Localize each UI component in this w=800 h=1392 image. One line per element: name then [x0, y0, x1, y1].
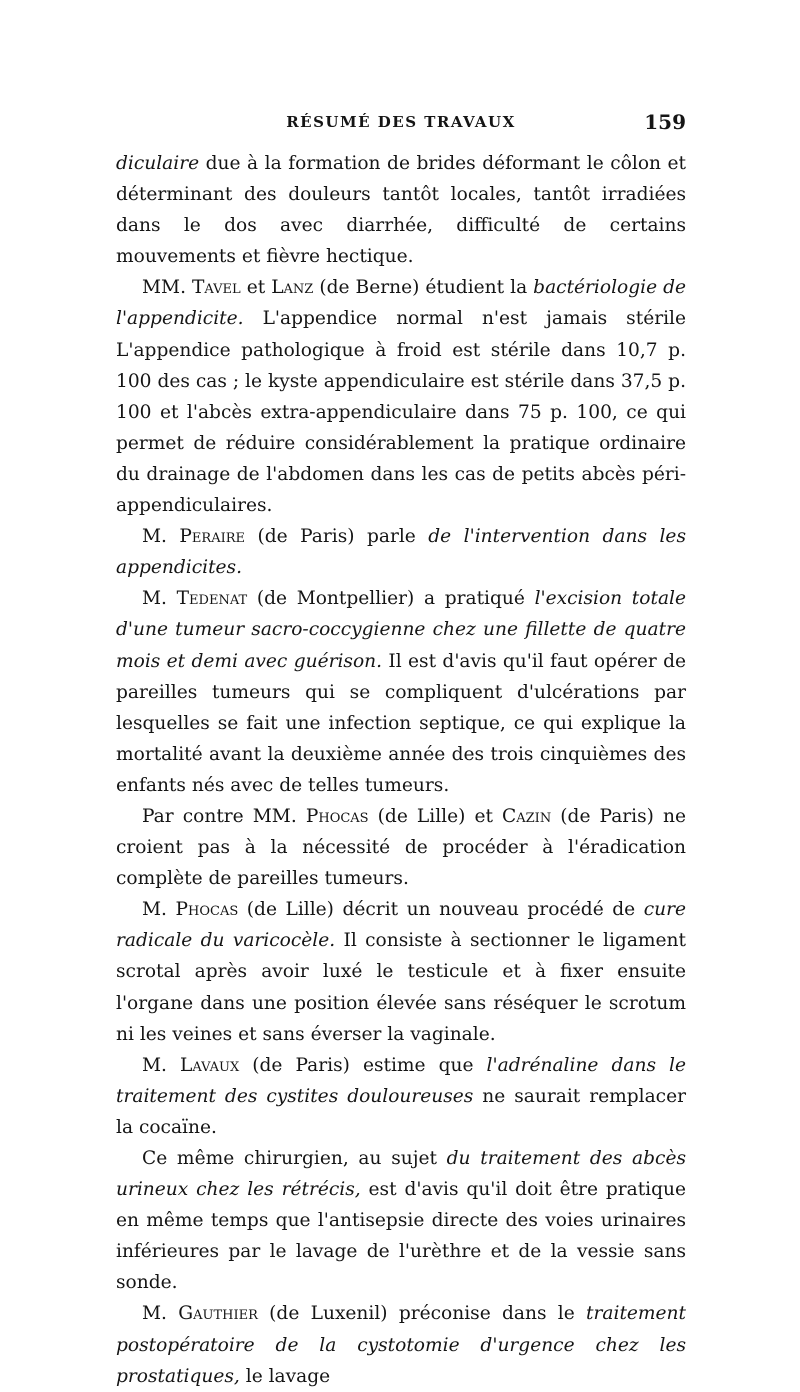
author-name: Cazin: [502, 805, 552, 827]
page-header: [116, 110, 686, 139]
text-span: Par contre MM.: [142, 805, 306, 827]
text-span: (de Luxenil) préconise dans le: [257, 1303, 587, 1325]
text-span: est d'avis qu'il doit être pratique en même temps que l'antisepsie directe des voies urinaires inférieures par le lavage de l'urèthre et de la vessie sans sonde.: [116, 1179, 687, 1294]
topic-title: traitement postopératoire de la cystotomie d'urgence chez les prostatiques,: [116, 1303, 686, 1387]
paragraph-lavaux: [116, 1050, 686, 1143]
paragraph-phocas: [116, 894, 686, 1049]
topic-title: l'excision totale d'une tumeur sacro-coccygienne chez une fillette de quatre mois et demi avec guérison.: [116, 588, 686, 672]
paragraph-tavel-lanz: [116, 272, 686, 521]
text-span: M.: [142, 1303, 179, 1325]
text-span: M.: [142, 588, 177, 610]
author-name: Phocas: [305, 805, 369, 827]
text-span: M.: [142, 1054, 181, 1076]
text-span: M.: [142, 899, 176, 921]
author-name: Lanz: [271, 277, 314, 299]
text-span: ne saurait remplacer la cocaïne.: [116, 1085, 686, 1138]
page-number: 159: [644, 110, 686, 134]
author-name: Peraire: [179, 526, 246, 548]
paragraph-tedenat: [116, 583, 686, 801]
author-name: Gauthier: [178, 1303, 258, 1325]
author-name: Tavel: [192, 277, 241, 299]
text-span: (de Paris) parle: [245, 526, 429, 548]
text-span: Ce même chirurgien, au sujet: [142, 1148, 447, 1169]
text-span: M.: [142, 526, 180, 548]
text-span: Il consiste à sectionner le ligament scrotal après avoir luxé le testicule et à fixer ensuite l'organe dans une position élevée sans réséquer le scrotum ni les veines et sans éverser la vaginale.: [116, 930, 686, 1045]
text-span: (de Paris) estime que: [239, 1054, 487, 1076]
paragraph-same-surgeon: [116, 1143, 686, 1298]
text-span: diculaire: [116, 153, 200, 174]
text-span: (de Lille) et: [368, 805, 503, 827]
paragraph-peraire: [116, 521, 686, 583]
paragraph-gauthier: [116, 1298, 686, 1391]
text-span: L'appendice normal n'est jamais stérile L'appendice pathologique à froid est stérile dans 10,7 p. 100 des cas ; le kyste appendiculaire est stérile dans 37,5 p. 100 et l'abcès extra-appendiculaire dans 75 p. 100, ce qui permet de réduire considérablement la pratique ordinaire du drainage de l'abdomen dans les cas de petits abcès péri-appendiculaires.: [116, 308, 686, 517]
topic-title: de l'intervention dans les appendicites.: [116, 526, 686, 579]
text-span: Il est d'avis qu'il faut opérer de pareilles tumeurs qui se compliquent d'ulcérations par lesquelles se fait une infection septique, ce qui explique la mortalité avant la deuxième année des trois cinquièmes des enfants nés avec de telles tumeurs.: [116, 650, 687, 796]
text-span: et: [240, 277, 272, 299]
author-name: Lavaux: [180, 1054, 240, 1076]
text-span: (de Lille) décrit un nouveau procédé de: [238, 899, 644, 921]
body-text: [116, 148, 686, 1392]
text-span: (de Paris) ne croient pas à la nécessité de procéder à l'éradication complète de pareilles tumeurs.: [116, 805, 686, 890]
text-span: (de Montpellier) a pratiqué: [247, 588, 535, 610]
text-span: (de Berne) étudient la: [313, 277, 534, 299]
topic-title: cure radicale du varicocèle.: [116, 899, 686, 952]
text-span: MM.: [142, 277, 193, 299]
paragraph-continuation: [116, 148, 686, 272]
topic-title: bactériologie de l'appendicite.: [116, 277, 686, 330]
author-name: Phocas: [175, 899, 239, 921]
topic-title: du traitement des abcès urineux chez les rétrécis,: [116, 1148, 686, 1201]
paragraph-phocas-cazin: [116, 801, 686, 894]
text-span: due à la formation de brides déformant le côlon et déterminant des douleurs tantôt locales, tantôt irradiées dans le dos avec diarrhée, difficulté de certains mouvements et fièvre hectique.: [116, 153, 686, 268]
topic-title: l'adrénaline dans le traitement des cystites douloureuses: [116, 1054, 686, 1107]
text-span: le lavage: [239, 1365, 331, 1387]
author-name: Tedenat: [176, 588, 248, 610]
running-title: RÉSUMÉ DES TRAVAUX: [286, 113, 516, 131]
